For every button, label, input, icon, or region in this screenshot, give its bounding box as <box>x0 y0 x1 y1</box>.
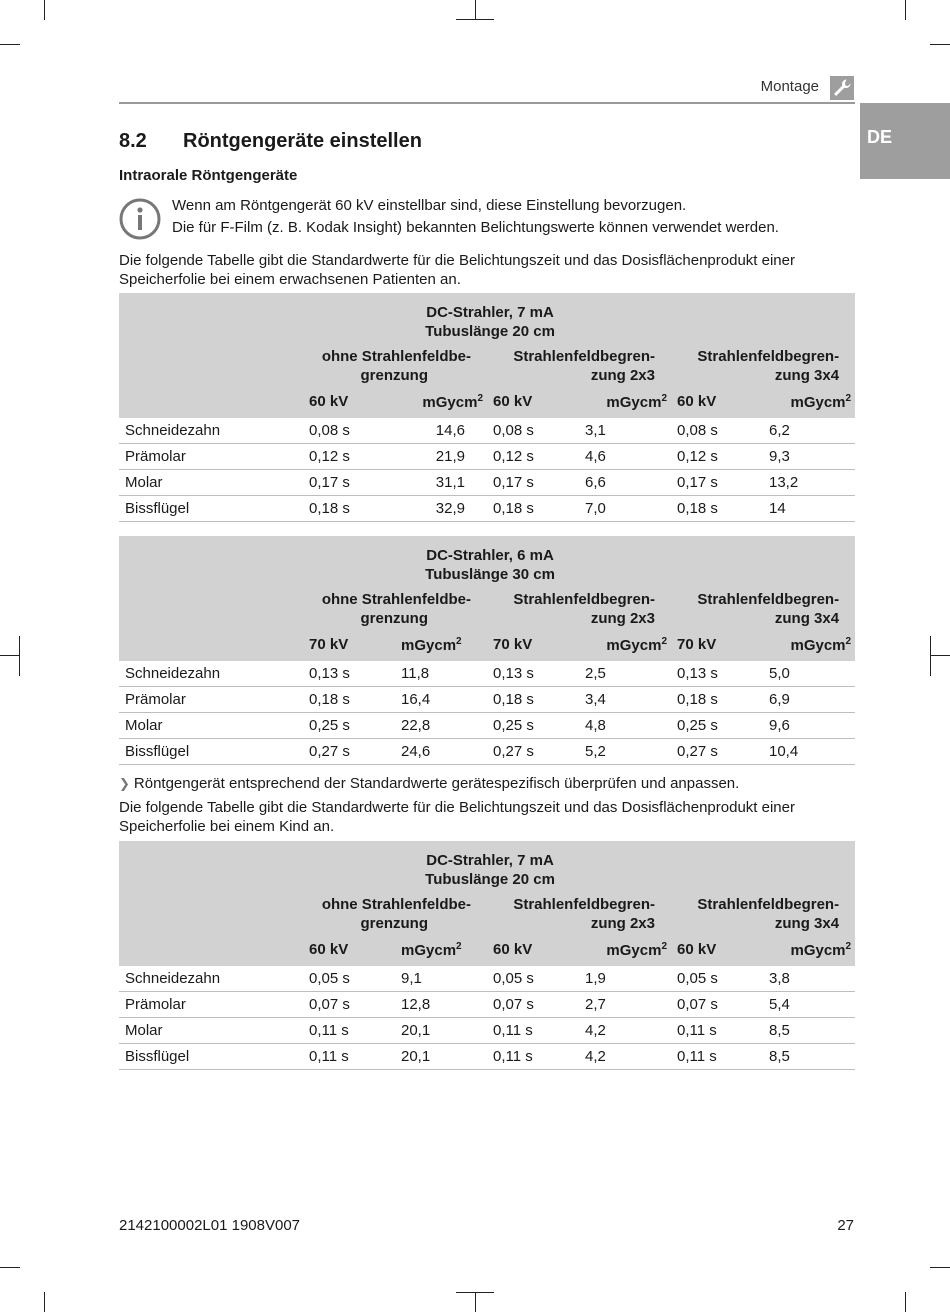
crop-mark <box>930 636 931 676</box>
table-cell: 8,5 <box>763 1044 855 1070</box>
column-group-header: Strahlenfeldbegren- zung 2x3 <box>513 591 655 627</box>
table-cell: 2,7 <box>579 992 671 1018</box>
table-cell: 0,13 s <box>487 661 579 687</box>
crop-mark <box>905 0 906 20</box>
unit-header: mGycm$^2$ <box>401 940 462 959</box>
table-cell: 0,05 s <box>487 966 579 992</box>
crop-mark <box>456 19 494 20</box>
unit-header: mGycm$^2$ <box>401 635 462 654</box>
section-title <box>119 130 422 153</box>
table-header-empty <box>119 584 303 628</box>
table-cell: 0,18 s <box>671 687 763 713</box>
table-cell: 0,08 s <box>487 418 579 444</box>
table-cell: 9,3 <box>763 444 855 470</box>
table-cell: 8,5 <box>763 1018 855 1044</box>
page-number: 27 <box>837 1217 854 1234</box>
table-cell: 0,07 s <box>487 992 579 1018</box>
table-row <box>119 992 855 1018</box>
table-cell: 11,8 <box>395 661 487 687</box>
section-number: 8.2 <box>119 130 147 152</box>
table-title-line-1: DC-Strahler, 6 mA <box>426 547 554 564</box>
table-cell: 6,6 <box>579 470 671 496</box>
table-cell: 14,6 <box>395 418 487 444</box>
kv-header: 60 kV <box>309 941 349 958</box>
crop-mark <box>930 1267 950 1268</box>
column-group-header: ohne Strahlenfeldbe- grenzung <box>321 591 471 627</box>
kv-header: 60 kV <box>493 393 533 410</box>
table-cell: 0,18 s <box>487 687 579 713</box>
intro-child-paragraph: Die folgende Tabelle gibt die Standardwerte für die Belichtungszeit und das Dosisflächenprodukt einer Speicherfolie bei einem Kind an. <box>119 799 795 835</box>
table-header-empty <box>119 385 303 418</box>
table-header-empty <box>119 628 303 661</box>
language-tab-label: DE <box>867 127 893 147</box>
table-cell: 2,5 <box>579 661 671 687</box>
table-cell: 32,9 <box>395 496 487 522</box>
column-group-header: Strahlenfeldbegren- zung 3x4 <box>697 896 840 932</box>
table-cell: 7,0 <box>579 496 671 522</box>
tooth-type: Prämolar <box>119 687 303 713</box>
crop-mark <box>19 636 20 676</box>
table-cell: 0,08 s <box>671 418 763 444</box>
tooth-type: Molar <box>119 1018 303 1044</box>
table-cell: 0,27 s <box>303 739 395 765</box>
subheading: Intraorale Röntgengeräte <box>119 167 298 184</box>
table-cell: 0,11 s <box>303 1018 395 1044</box>
table-row <box>119 418 855 444</box>
instruction-step <box>119 775 739 792</box>
table-row <box>119 739 855 765</box>
tooth-type: Schneidezahn <box>119 418 303 444</box>
table-cell: 0,17 s <box>487 470 579 496</box>
table-cell: 12,8 <box>395 992 487 1018</box>
table-cell: 0,11 s <box>671 1018 763 1044</box>
crop-mark <box>456 1292 494 1293</box>
unit-header: mGycm$^2$ <box>606 940 667 959</box>
table-title-line-1: DC-Strahler, 7 mA <box>426 852 554 869</box>
crop-mark <box>0 655 20 656</box>
info-icon <box>119 198 161 240</box>
table-row <box>119 1044 855 1070</box>
crop-mark <box>0 1267 20 1268</box>
column-group-header: Strahlenfeldbegren- zung 3x4 <box>697 591 840 627</box>
table-cell: 0,11 s <box>303 1044 395 1070</box>
table-cell: 0,12 s <box>487 444 579 470</box>
tooth-type: Schneidezahn <box>119 661 303 687</box>
kv-header: 60 kV <box>677 941 717 958</box>
table-cell: 0,17 s <box>303 470 395 496</box>
document-number: 2142100002L01 1908V007 <box>119 1217 301 1234</box>
table-cell: 0,25 s <box>487 713 579 739</box>
crop-mark <box>0 44 20 45</box>
crop-mark <box>44 1292 45 1312</box>
table-header-empty <box>119 841 303 889</box>
intro-adult-paragraph: Die folgende Tabelle gibt die Standardwerte für die Belichtungszeit und das Dosisflächenprodukt einer Speicherfolie bei einem erwachsenen Patienten an. <box>119 252 795 288</box>
table-cell: 6,9 <box>763 687 855 713</box>
unit-header: mGycm$^2$ <box>790 635 852 654</box>
table-cell: 5,0 <box>763 661 855 687</box>
wrench-icon <box>830 76 854 100</box>
table-title-line-2: Tubuslänge 30 cm <box>425 566 555 583</box>
table-cell: 0,25 s <box>671 713 763 739</box>
info-line-1: Wenn am Röntgengerät 60 kV einstellbar sind, diese Einstellung bevorzugen. <box>172 197 687 214</box>
table-cell: 0,27 s <box>487 739 579 765</box>
header-rule <box>119 102 855 104</box>
table-row <box>119 470 855 496</box>
table-cell: 1,9 <box>579 966 671 992</box>
chapter-label: Montage <box>760 78 819 95</box>
kv-header: 60 kV <box>309 393 349 410</box>
table-cell: 16,4 <box>395 687 487 713</box>
column-group-header: ohne Strahlenfeldbe- grenzung <box>321 896 471 932</box>
info-line-2: Die für F-Film (z. B. Kodak Insight) bekannten Belichtungswerte können verwendet werden. <box>172 219 779 236</box>
table-cell: 0,18 s <box>487 496 579 522</box>
table-cell: 4,6 <box>579 444 671 470</box>
tooth-type: Prämolar <box>119 992 303 1018</box>
table-row <box>119 661 855 687</box>
table-cell: 4,8 <box>579 713 671 739</box>
crop-mark <box>475 0 476 20</box>
table-cell: 0,17 s <box>671 470 763 496</box>
table-cell: 9,1 <box>395 966 487 992</box>
table-cell: 24,6 <box>395 739 487 765</box>
kv-header: 70 kV <box>677 636 717 653</box>
tooth-type: Schneidezahn <box>119 966 303 992</box>
table-cell: 0,27 s <box>671 739 763 765</box>
table-cell: 10,4 <box>763 739 855 765</box>
crop-mark <box>930 44 950 45</box>
table-cell: 0,05 s <box>671 966 763 992</box>
tooth-type: Molar <box>119 713 303 739</box>
table-cell: 3,8 <box>763 966 855 992</box>
table-header-empty <box>119 341 303 385</box>
unit-header: mGycm$^2$ <box>790 940 852 959</box>
column-group-header: Strahlenfeldbegren- zung 2x3 <box>513 348 655 384</box>
table-cell: 0,18 s <box>303 687 395 713</box>
crop-mark <box>930 655 950 656</box>
column-group-header: Strahlenfeldbegren- zung 3x4 <box>697 348 840 384</box>
table-cell: 0,07 s <box>303 992 395 1018</box>
table-cell: 5,4 <box>763 992 855 1018</box>
table-cell: 4,2 <box>579 1044 671 1070</box>
tooth-type: Bissflügel <box>119 496 303 522</box>
table-cell: 0,05 s <box>303 966 395 992</box>
table-cell: 20,1 <box>395 1044 487 1070</box>
tooth-type: Bissflügel <box>119 1044 303 1070</box>
column-group-header: Strahlenfeldbegren- zung 2x3 <box>513 896 655 932</box>
unit-header: mGycm$^2$ <box>606 635 667 654</box>
table-cell: 22,8 <box>395 713 487 739</box>
table-row <box>119 496 855 522</box>
table-cell: 0,11 s <box>671 1044 763 1070</box>
table-title <box>303 536 855 584</box>
table-cell: 0,11 s <box>487 1044 579 1070</box>
table-cell: 9,6 <box>763 713 855 739</box>
instruction-step-text: Röntgengerät entsprechend der Standardwerte gerätespezifisch überprüfen und anpassen. <box>133 775 740 792</box>
section-title-text: Röntgengeräte einstellen <box>183 130 422 152</box>
dose-table-adult-6ma <box>119 536 855 765</box>
table-header-empty <box>119 933 303 966</box>
table-cell: 0,08 s <box>303 418 395 444</box>
table-title-line-2: Tubuslänge 20 cm <box>425 871 555 888</box>
table-cell: 6,2 <box>763 418 855 444</box>
table-cell: 31,1 <box>395 470 487 496</box>
kv-header: 60 kV <box>677 393 717 410</box>
table-header-empty <box>119 889 303 933</box>
table-cell: 14 <box>763 496 855 522</box>
table-title-line-1: DC-Strahler, 7 mA <box>426 304 554 321</box>
table-title <box>303 841 855 889</box>
kv-header: 60 kV <box>493 941 533 958</box>
table-title <box>303 293 855 341</box>
table-cell: 5,2 <box>579 739 671 765</box>
table-cell: 0,25 s <box>303 713 395 739</box>
table-cell: 0,18 s <box>303 496 395 522</box>
table-row <box>119 966 855 992</box>
language-tab <box>860 103 950 179</box>
crop-mark <box>44 0 45 20</box>
table-cell: 20,1 <box>395 1018 487 1044</box>
table-row <box>119 444 855 470</box>
crop-mark <box>475 1292 476 1312</box>
dose-table-child-7ma <box>119 841 855 1070</box>
table-cell: 0,12 s <box>671 444 763 470</box>
unit-header: mGycm$^2$ <box>790 392 852 411</box>
kv-header: 70 kV <box>309 636 349 653</box>
table-cell: 3,1 <box>579 418 671 444</box>
info-note <box>172 195 779 239</box>
table-cell: 0,11 s <box>487 1018 579 1044</box>
table-row <box>119 713 855 739</box>
unit-header: mGycm$^2$ <box>606 392 667 411</box>
table-cell: 0,12 s <box>303 444 395 470</box>
table-row <box>119 1018 855 1044</box>
column-group-header: ohne Strahlenfeldbe- grenzung <box>321 348 471 384</box>
table-cell: 0,07 s <box>671 992 763 1018</box>
dose-table-adult-7ma <box>119 293 855 522</box>
tooth-type: Bissflügel <box>119 739 303 765</box>
table-cell: 0,13 s <box>303 661 395 687</box>
table-cell: 3,4 <box>579 687 671 713</box>
chevron-right-icon: ❯ <box>119 776 130 791</box>
table-header-empty <box>119 293 303 341</box>
table-cell: 21,9 <box>395 444 487 470</box>
crop-mark <box>905 1292 906 1312</box>
table-header-empty <box>119 536 303 584</box>
tooth-type: Prämolar <box>119 444 303 470</box>
unit-header: mGycm$^2$ <box>422 392 483 411</box>
tooth-type: Molar <box>119 470 303 496</box>
table-cell: 4,2 <box>579 1018 671 1044</box>
table-title-line-2: Tubuslänge 20 cm <box>425 323 555 340</box>
table-cell: 0,13 s <box>671 661 763 687</box>
kv-header: 70 kV <box>493 636 533 653</box>
table-cell: 0,18 s <box>671 496 763 522</box>
table-row <box>119 687 855 713</box>
table-cell: 13,2 <box>763 470 855 496</box>
